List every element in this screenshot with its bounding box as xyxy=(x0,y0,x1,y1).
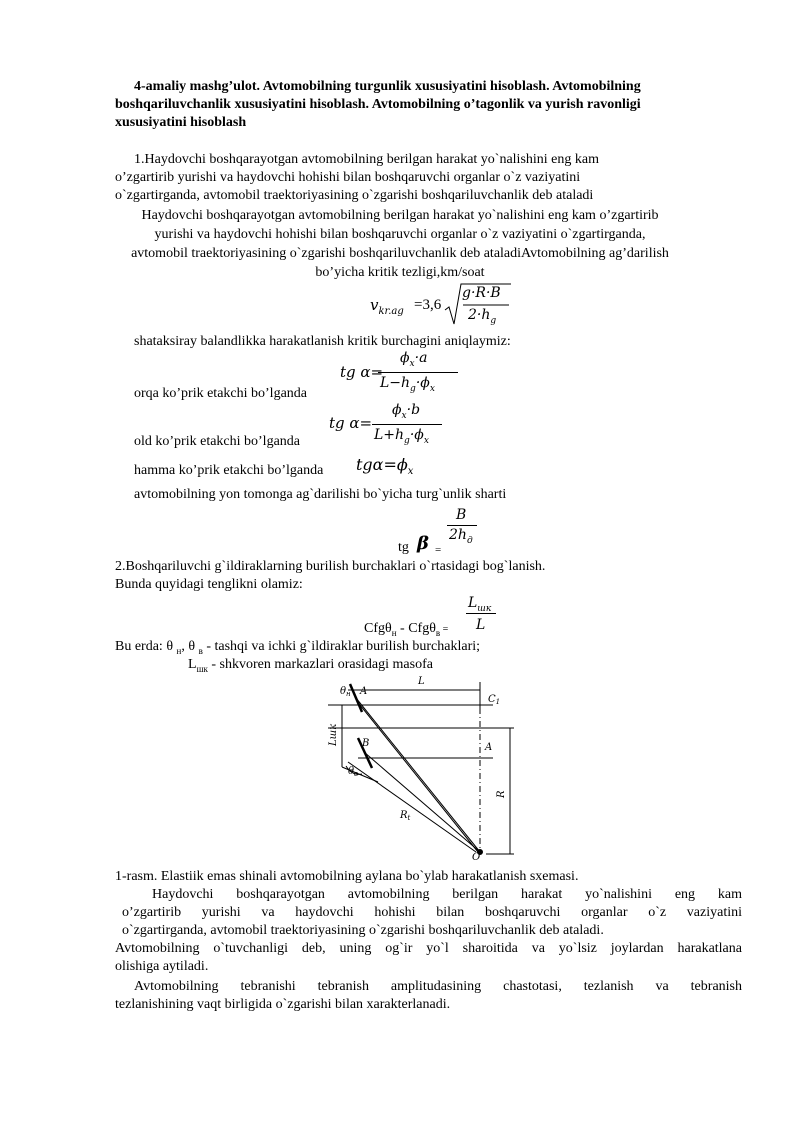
diagram-label-theta-n: $\theta_н$ xyxy=(340,686,351,698)
rear-axle-label: orqa ko’prik etakchi bo’lganda xyxy=(134,386,307,401)
fraction-bar xyxy=(378,372,458,373)
p6-line-1: Avtomobilning tebranishi tebranish amplitudasining chastotasi, tezlanish va tebranish xyxy=(134,979,742,994)
p1-line-3: o`zgartirganda, avtomobil traektoriyasining o`zgarishi boshqariluvchanlik deb ataladi xyxy=(115,188,594,203)
title-line-1: 4-amaliy mashg’ulot. Avtomobilning turgunlik xususiyatini hisoblash. Avtomobilning xyxy=(134,79,641,94)
title-line-3: xususiyatini hisoblash xyxy=(115,115,247,130)
p4-line-1: Haydovchi boshqarayotgan avtomobilning berilgan harakat yo`nalishini eng kam xyxy=(152,887,742,902)
bu-erda-line: Bu erda: θ $_н$, θ $_в$ - tashqi va ichki g`ildiraklar burilish burchaklari; xyxy=(115,639,481,656)
fraction-bar xyxy=(447,525,477,526)
p2-line-1: Haydovchi boshqarayotgan avtomobilning berilgan harakat yo`nalishini eng kam o’zgartirib xyxy=(141,208,659,223)
diagram-label-Rt: $R_t$ xyxy=(400,810,411,822)
p4-line-3: o`zgartirganda, avtomobil traektoriyasining o`zgarishi boshqariluvchanlik deb ataladi. xyxy=(122,923,604,938)
all-axle-label: hamma ko’prik etakchi bo’lganda xyxy=(134,463,324,478)
diagram-label-theta-v: $\theta_в$ xyxy=(348,766,359,778)
p2-line-2: yurishi va haydovchi hohishi bilan boshqaruvchi organlar o`z vaziyatini o`zgartirganda, xyxy=(154,227,646,242)
diagram-label-A2: A xyxy=(360,686,368,697)
lshk-line: $L_{шк}$ - shkvoren markazlari orasidagi masofa xyxy=(188,657,433,674)
diagram-label-L: L xyxy=(418,676,425,687)
side-stability-text: avtomobilning yon tomonga ag`darilishi bo`yicha turg`unlik sharti xyxy=(134,487,507,502)
figure-caption: 1-rasm. Elastiik emas shinali avtomobilning aylana bo`ylab harakatlanish sxemasi. xyxy=(115,869,579,884)
turning-scheme-diagram xyxy=(318,672,528,862)
p5-line-1: Avtomobilning o`tuvchanligi deb, uning og`ir yo`l sharoitida va yo`lsiz joylardan harakatlana xyxy=(115,941,742,956)
p3-line-1: 2.Boshqariluvchi g`ildiraklarning burilish burchaklari o`rtasidagi bog`lanish. xyxy=(115,559,546,574)
title-line-2: boshqariluvchanlik xususiyatini hisoblash. Avtomobilning o’tagonlik va yurish ravonligi xyxy=(115,97,641,112)
p6-line-2: tezlanishining vaqt birligida o`zgarishi bilan xarakterlanadi. xyxy=(115,997,451,1012)
formula-all-axle: $tg\alpha=\phi_x$ xyxy=(356,455,414,478)
critical-angle-text: shataksiray balandlikka harakatlanish kritik burchagini aniqlaymiz: xyxy=(134,334,511,349)
p2-line-4: bo’yicha kritik tezligi,km/soat xyxy=(315,265,485,280)
fraction-bar xyxy=(466,613,496,614)
diagram-label-C1: $C_1$ xyxy=(488,694,501,706)
p1-line-1: 1.Haydovchi boshqarayotgan avtomobilning berilgan harakat yo`nalishini eng kam xyxy=(134,152,599,167)
fraction-bar xyxy=(372,424,442,425)
p2-line-3: avtomobil traektoriyasining o`zgarishi boshqariluvchanlik deb ataladiAvtomobilning ag’darilish xyxy=(131,246,669,261)
diagram-label-R: R xyxy=(496,790,507,798)
diagram-label-A: A xyxy=(485,742,493,753)
p4-line-2: o’zgartirib yurishi va haydovchi hohishi bilan boshqaruvchi organlar o`z vaziyatini xyxy=(122,905,742,920)
p5-line-2: olishiga aytiladi. xyxy=(115,959,209,974)
diagram-label-O: O xyxy=(472,852,481,862)
p3-line-2: Bunda quyidagi tenglikni olamiz: xyxy=(115,577,303,592)
diagram-label-Lshk: Lшк xyxy=(328,723,339,746)
diagram-label-B: B xyxy=(362,738,370,749)
front-axle-label: old ko’prik etakchi bo’lganda xyxy=(134,434,301,449)
p1-line-2: o’zgartirib yurishi va haydovchi hohishi bilan boshqaruvchi organlar o`z vaziyatini xyxy=(115,170,581,185)
